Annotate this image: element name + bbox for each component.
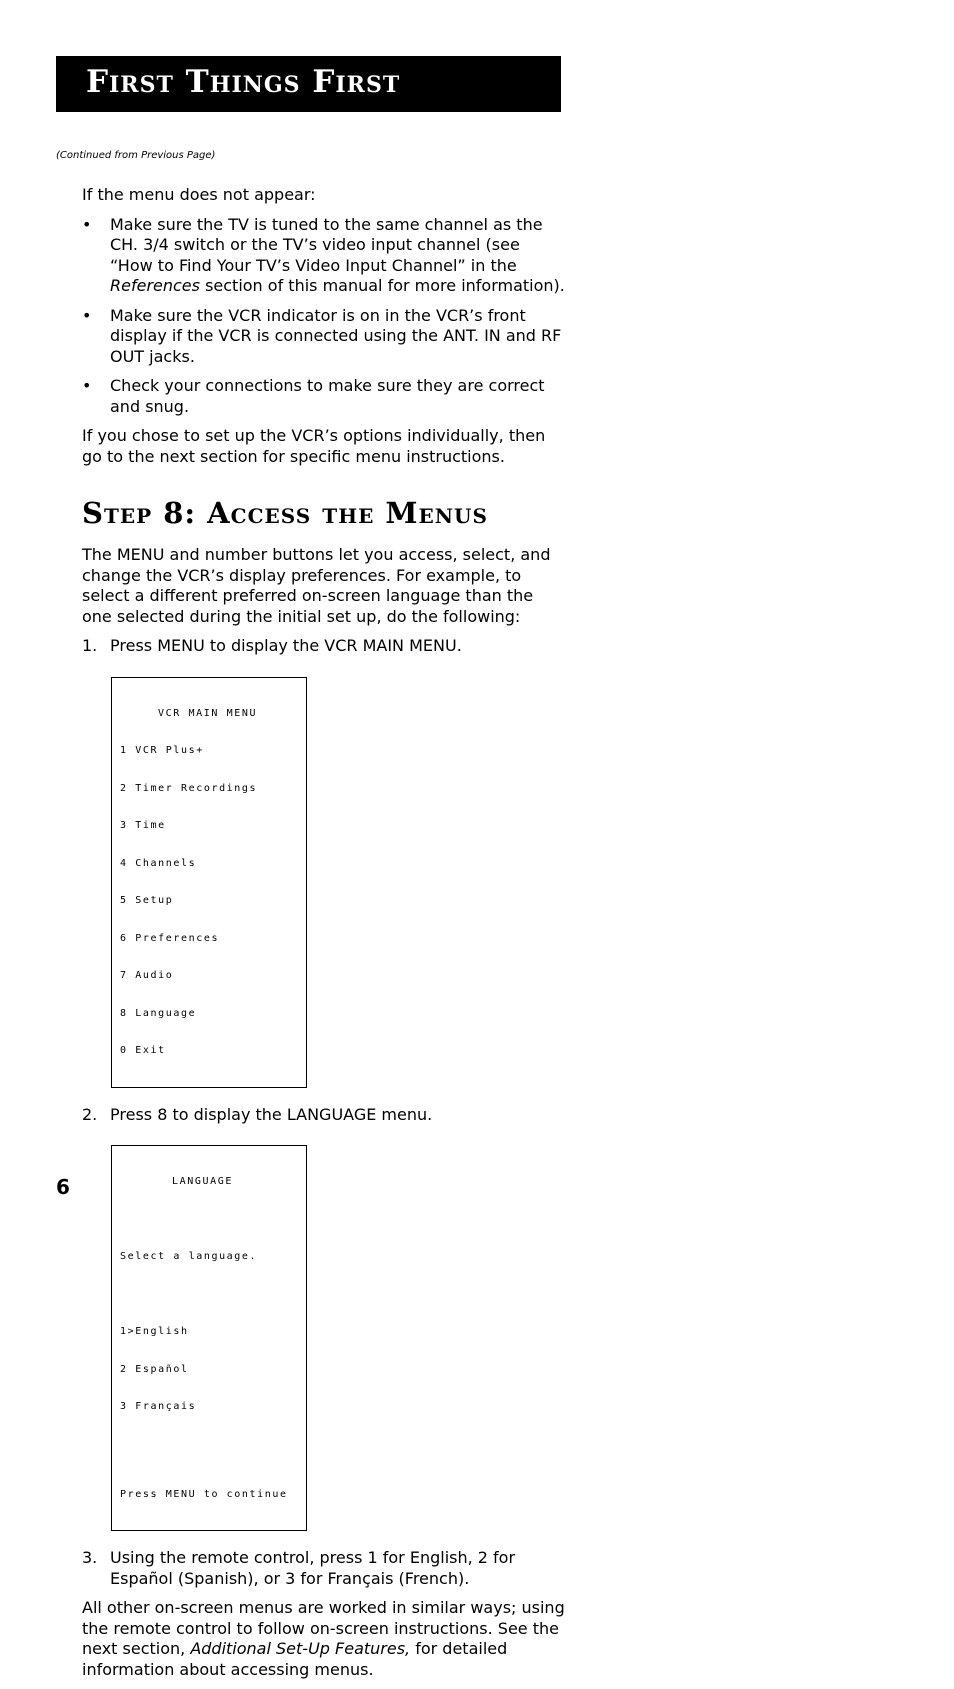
spacer xyxy=(120,1289,298,1302)
step-number: 2. xyxy=(82,1104,98,1124)
screen-title: LANGUAGE xyxy=(172,1176,233,1187)
vcr-main-menu-screen xyxy=(111,677,307,1088)
language-option: 2 Español xyxy=(120,1363,189,1375)
language-option: 3 Français xyxy=(120,1401,197,1412)
step-number: 3. xyxy=(82,1548,98,1567)
list-item xyxy=(82,215,567,297)
menu-item: 3 Time xyxy=(120,820,166,831)
list-item-text-pre: Make sure the TV is tuned to the same channel as the CH. 3/4 switch or the TV’s video input channel (see “How to Find Your TV’s Video Input Channel” in the xyxy=(110,214,543,275)
step-text: Press MENU to display the VCR MAIN MENU. xyxy=(110,636,462,655)
language-menu-screen xyxy=(111,1145,307,1531)
intro-closing: If you chose to set up the VCR’s options individually, then go to the next section for specific menu instructions. xyxy=(82,426,546,466)
list-item-text: Check your connections to make sure they are correct and snug. xyxy=(110,376,545,416)
step-item xyxy=(82,1548,567,1589)
closing-text-post: for detailed information about accessing menus. xyxy=(82,1639,508,1679)
continued-note: (Continued from Previous Page) xyxy=(56,150,216,161)
bullet-icon: • xyxy=(82,214,92,234)
closing-text-pre: All other on-screen menus are worked in similar ways; using the remote control to follow on-screen instructions. See the next section, xyxy=(82,1598,565,1658)
menu-item: 8 Language xyxy=(120,1007,197,1019)
closing-emphasis: Additional Set-Up Features, xyxy=(190,1639,411,1658)
list-item-text: Make sure the VCR indicator is on in the VCR’s front display if the VCR is connected using the ANT. IN and RF OUT jacks. xyxy=(110,305,562,366)
menu-item: 6 Preferences xyxy=(120,932,220,944)
bullet-icon: • xyxy=(82,305,92,325)
language-option: 1>English xyxy=(120,1326,189,1337)
menu-item: 5 Setup xyxy=(120,895,174,906)
spacer xyxy=(120,1214,298,1227)
menu-item: 0 Exit xyxy=(120,1045,166,1056)
screen-footer: Press MENU to continue xyxy=(120,1488,288,1500)
screen-title: VCR MAIN MENU xyxy=(158,707,258,719)
bullet-icon: • xyxy=(82,376,92,395)
page-content xyxy=(82,185,567,1689)
menu-item: 1 VCR Plus+ xyxy=(120,745,204,756)
page-number: 6 xyxy=(56,1175,70,1199)
step-item xyxy=(82,636,567,657)
menu-item: 2 Timer Recordings xyxy=(120,782,258,794)
list-item xyxy=(82,306,567,368)
section-heading: Step 8: Access the Menus xyxy=(82,496,488,530)
intro-lead: If the menu does not appear: xyxy=(82,185,316,204)
step-text: Press 8 to display the LANGUAGE menu. xyxy=(110,1104,433,1124)
chapter-banner xyxy=(56,56,561,112)
list-item xyxy=(82,376,567,417)
list-item-text-post: section of this manual for more information). xyxy=(199,276,565,295)
chapter-title: First Things First xyxy=(86,64,401,100)
step-text: Using the remote control, press 1 for English, 2 for Español (Spanish), or 3 for Français (French). xyxy=(110,1548,516,1588)
section-closing xyxy=(82,1598,567,1680)
screen-prompt: Select a language. xyxy=(120,1251,258,1262)
menu-item: 7 Audio xyxy=(120,970,174,981)
troubleshooting-list xyxy=(82,215,567,418)
menu-item: 4 Channels xyxy=(120,857,197,869)
spacer xyxy=(120,1439,298,1464)
step-item xyxy=(82,1105,567,1126)
section-intro: The MENU and number buttons let you access, select, and change the VCR’s display preferences. For example, to select a different preferred on-screen language than the one selected during the initial set up, do the following: xyxy=(82,545,551,626)
step-number: 1. xyxy=(82,636,98,655)
list-item-emphasis: References xyxy=(110,276,200,295)
